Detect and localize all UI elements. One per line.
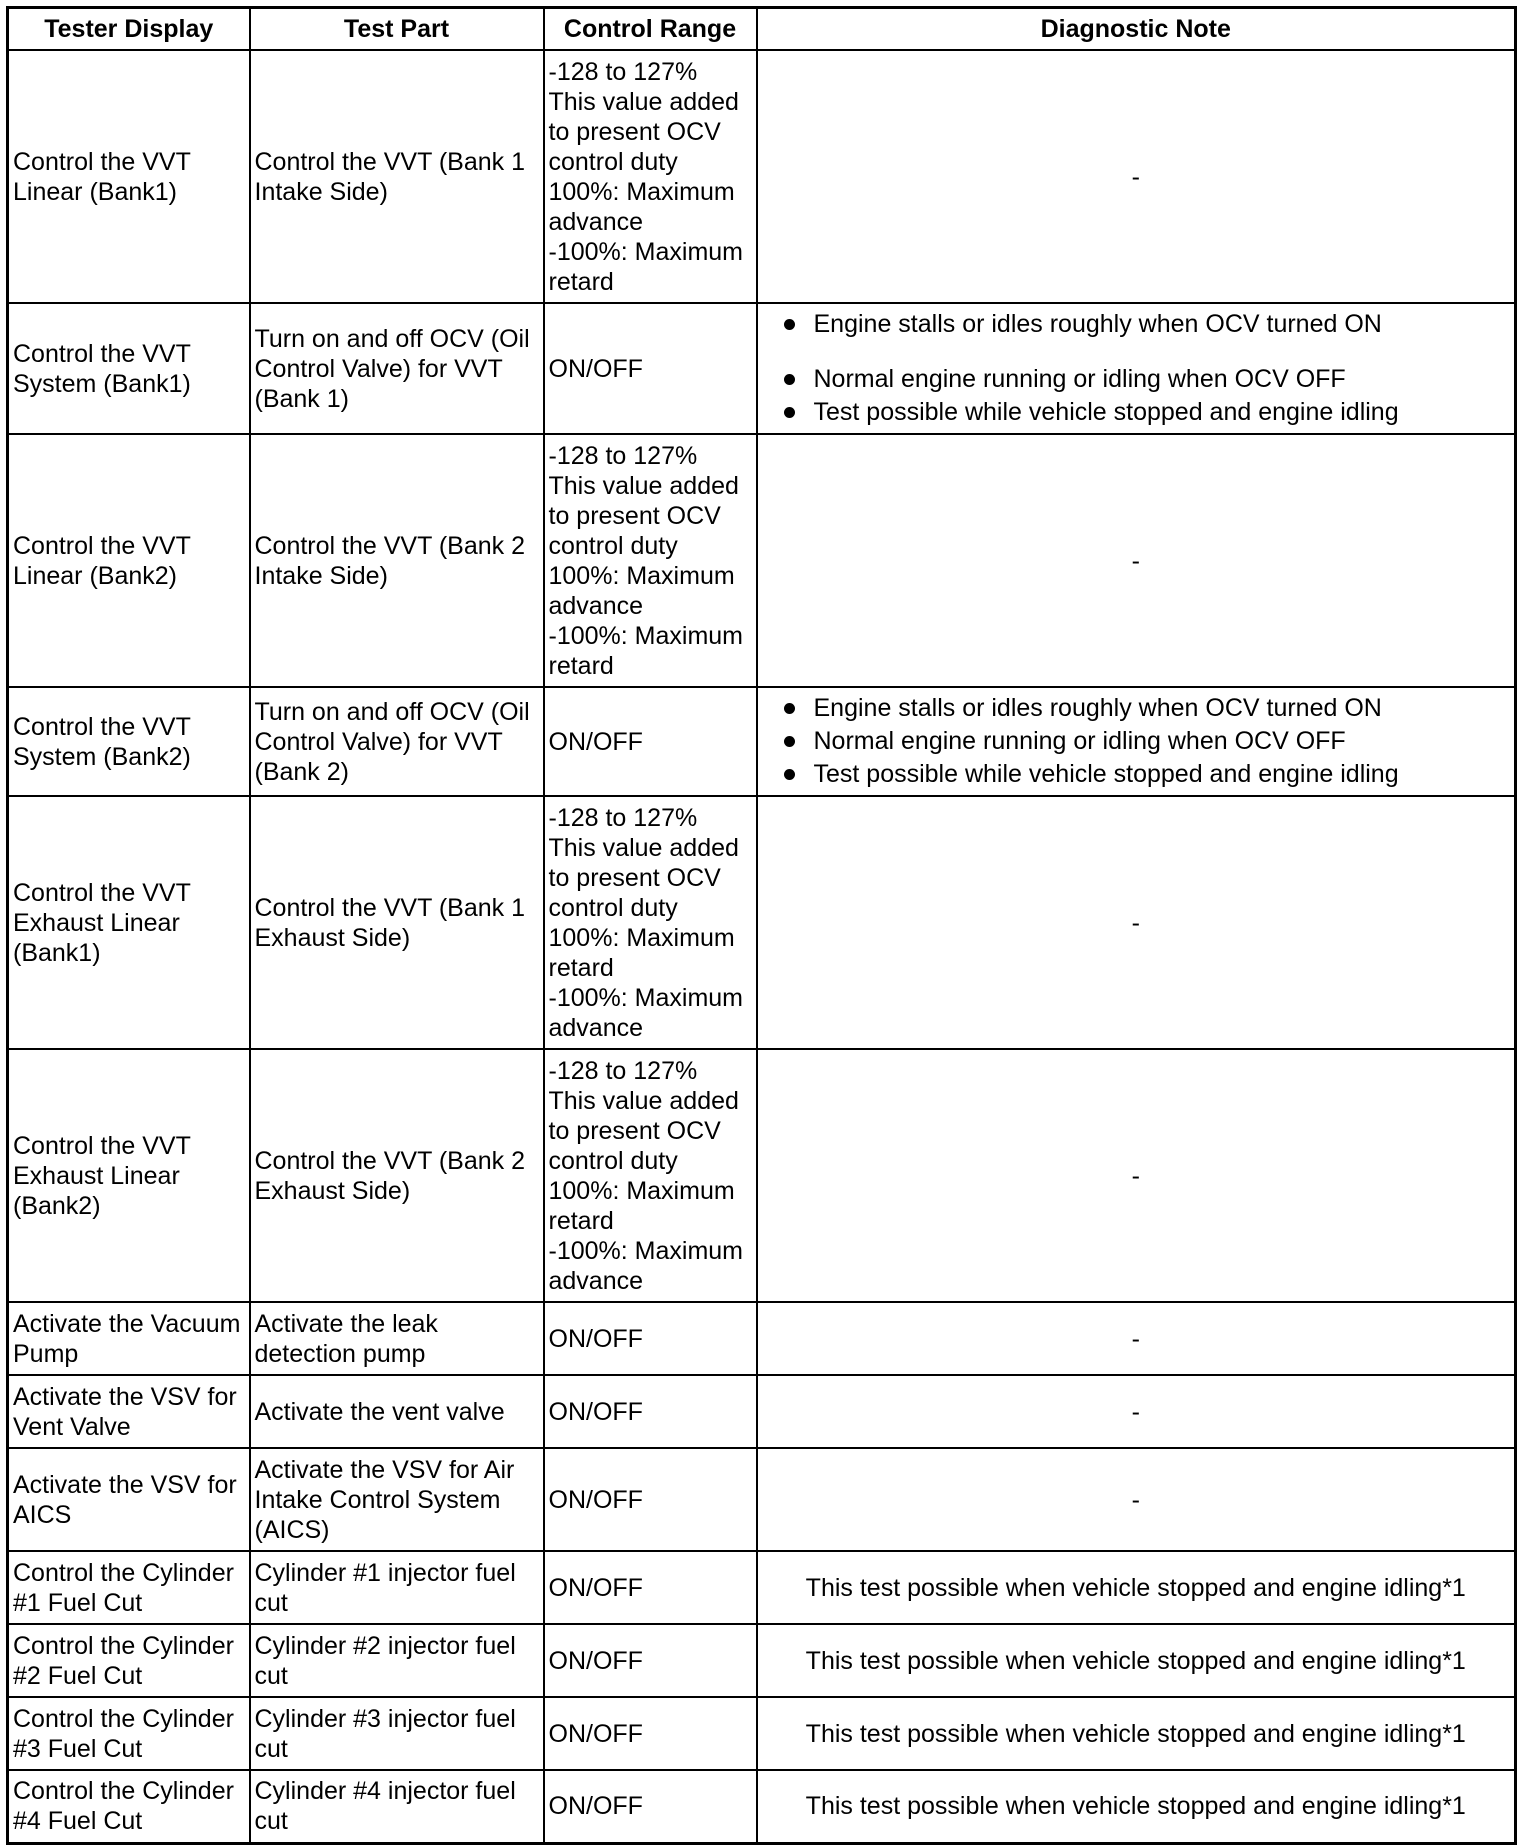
control-range-cell: ON/OFF	[544, 687, 757, 796]
test-part-cell: Control the VVT (Bank 1 Intake Side)	[250, 50, 544, 303]
tester-display-cell: Control the Cylinder #3 Fuel Cut	[8, 1697, 250, 1770]
diagnostic-note-cell: -	[757, 1448, 1516, 1551]
control-range-cell: ON/OFF	[544, 1302, 757, 1375]
tester-display-cell: Control the VVT Exhaust Linear (Bank1)	[8, 796, 250, 1049]
diagnostic-note-cell: -	[757, 1375, 1516, 1448]
control-range-cell: ON/OFF	[544, 1448, 757, 1551]
note-bullet-item: Engine stalls or idles roughly when OCV turned ON	[776, 308, 1509, 341]
diagnostic-note-cell: This test possible when vehicle stopped and engine idling*1	[757, 1770, 1516, 1843]
control-range-cell	[544, 50, 757, 303]
header-control-range: Control Range	[544, 8, 757, 51]
table-row	[8, 796, 1516, 1049]
diagnostic-note-cell	[757, 303, 1516, 434]
table-row	[8, 1049, 1516, 1302]
note-bullet-list	[776, 308, 1509, 429]
diagnostic-note-cell: This test possible when vehicle stopped and engine idling*1	[757, 1697, 1516, 1770]
tester-display-cell: Control the Cylinder #1 Fuel Cut	[8, 1551, 250, 1624]
control-range-cell	[544, 1049, 757, 1302]
note-bullet-item: Normal engine running or idling when OCV OFF	[776, 725, 1509, 758]
note-bullet-item: Test possible while vehicle stopped and engine idling	[776, 396, 1509, 429]
table-row	[8, 1448, 1516, 1551]
test-part-cell: Control the VVT (Bank 2 Exhaust Side)	[250, 1049, 544, 1302]
tester-display-cell: Control the VVT Linear (Bank2)	[8, 434, 250, 687]
range-line: -100%: Maximum advance	[548, 1236, 743, 1295]
table-row	[8, 1624, 1516, 1697]
header-tester-display: Tester Display	[8, 8, 250, 51]
control-range-cell: ON/OFF	[544, 1770, 757, 1843]
diagnostic-note-cell: -	[757, 796, 1516, 1049]
table-row	[8, 303, 1516, 434]
header-diagnostic-note: Diagnostic Note	[757, 8, 1516, 51]
diagnostic-note-cell: This test possible when vehicle stopped and engine idling*1	[757, 1624, 1516, 1697]
test-part-cell: Turn on and off OCV (Oil Control Valve) for VVT (Bank 1)	[250, 303, 544, 434]
range-line: This value added to present OCV control duty	[548, 87, 739, 176]
diagnostic-note-cell: -	[757, 50, 1516, 303]
test-part-cell: Cylinder #4 injector fuel cut	[250, 1770, 544, 1843]
test-part-cell: Activate the leak detection pump	[250, 1302, 544, 1375]
test-part-cell: Activate the VSV for Air Intake Control System (AICS)	[250, 1448, 544, 1551]
range-line: 100%: Maximum advance	[548, 177, 735, 236]
diagnostic-note-cell	[757, 687, 1516, 796]
document-page	[6, 6, 1514, 1845]
diagnostic-note-cell: -	[757, 1049, 1516, 1302]
tester-display-cell: Control the VVT System (Bank2)	[8, 687, 250, 796]
control-range-cell: ON/OFF	[544, 1551, 757, 1624]
diagnostic-note-cell: -	[757, 434, 1516, 687]
range-line: -100%: Maximum retard	[548, 621, 743, 680]
diagnostic-note-cell: -	[757, 1302, 1516, 1375]
note-bullet-item: Engine stalls or idles roughly when OCV turned ON	[776, 692, 1509, 725]
table-row	[8, 1697, 1516, 1770]
active-test-table	[6, 6, 1517, 1845]
header-test-part: Test Part	[250, 8, 544, 51]
table-row	[8, 687, 1516, 796]
test-part-cell: Control the VVT (Bank 2 Intake Side)	[250, 434, 544, 687]
diagnostic-note-cell: This test possible when vehicle stopped and engine idling*1	[757, 1551, 1516, 1624]
range-line: -128 to 127%	[548, 1056, 698, 1085]
tester-display-cell: Activate the Vacuum Pump	[8, 1302, 250, 1375]
tester-display-cell: Control the Cylinder #2 Fuel Cut	[8, 1624, 250, 1697]
table-row	[8, 1302, 1516, 1375]
table-row	[8, 1375, 1516, 1448]
range-line: This value added to present OCV control duty	[548, 833, 739, 922]
table-row	[8, 50, 1516, 303]
control-range-cell: ON/OFF	[544, 1624, 757, 1697]
table-row	[8, 1770, 1516, 1843]
tester-display-cell: Control the VVT System (Bank1)	[8, 303, 250, 434]
tester-display-cell: Activate the VSV for AICS	[8, 1448, 250, 1551]
test-part-cell: Activate the vent valve	[250, 1375, 544, 1448]
test-part-cell: Turn on and off OCV (Oil Control Valve) for VVT (Bank 2)	[250, 687, 544, 796]
control-range-cell: ON/OFF	[544, 1697, 757, 1770]
note-bullet-list	[776, 692, 1509, 791]
table-row	[8, 1551, 1516, 1624]
table-row	[8, 434, 1516, 687]
test-part-cell: Cylinder #3 injector fuel cut	[250, 1697, 544, 1770]
note-bullet-item: Test possible while vehicle stopped and engine idling	[776, 758, 1509, 791]
test-part-cell: Cylinder #2 injector fuel cut	[250, 1624, 544, 1697]
control-range-cell	[544, 434, 757, 687]
control-range-cell: ON/OFF	[544, 303, 757, 434]
note-bullet-item: Normal engine running or idling when OCV OFF	[776, 363, 1509, 396]
test-part-cell: Control the VVT (Bank 1 Exhaust Side)	[250, 796, 544, 1049]
test-part-cell: Cylinder #1 injector fuel cut	[250, 1551, 544, 1624]
range-line: -100%: Maximum retard	[548, 237, 743, 296]
range-line: 100%: Maximum retard	[548, 1176, 735, 1235]
range-line: -100%: Maximum advance	[548, 983, 743, 1042]
range-line: -128 to 127%	[548, 57, 698, 86]
table-header-row	[8, 8, 1516, 51]
control-range-cell: ON/OFF	[544, 1375, 757, 1448]
tester-display-cell: Activate the VSV for Vent Valve	[8, 1375, 250, 1448]
range-line: 100%: Maximum advance	[548, 561, 735, 620]
control-range-cell	[544, 796, 757, 1049]
range-line: -128 to 127%	[548, 441, 698, 470]
range-line: -128 to 127%	[548, 803, 698, 832]
range-line: 100%: Maximum retard	[548, 923, 735, 982]
range-line: This value added to present OCV control duty	[548, 1086, 739, 1175]
range-line: This value added to present OCV control duty	[548, 471, 739, 560]
tester-display-cell: Control the VVT Exhaust Linear (Bank2)	[8, 1049, 250, 1302]
tester-display-cell: Control the Cylinder #4 Fuel Cut	[8, 1770, 250, 1843]
tester-display-cell: Control the VVT Linear (Bank1)	[8, 50, 250, 303]
